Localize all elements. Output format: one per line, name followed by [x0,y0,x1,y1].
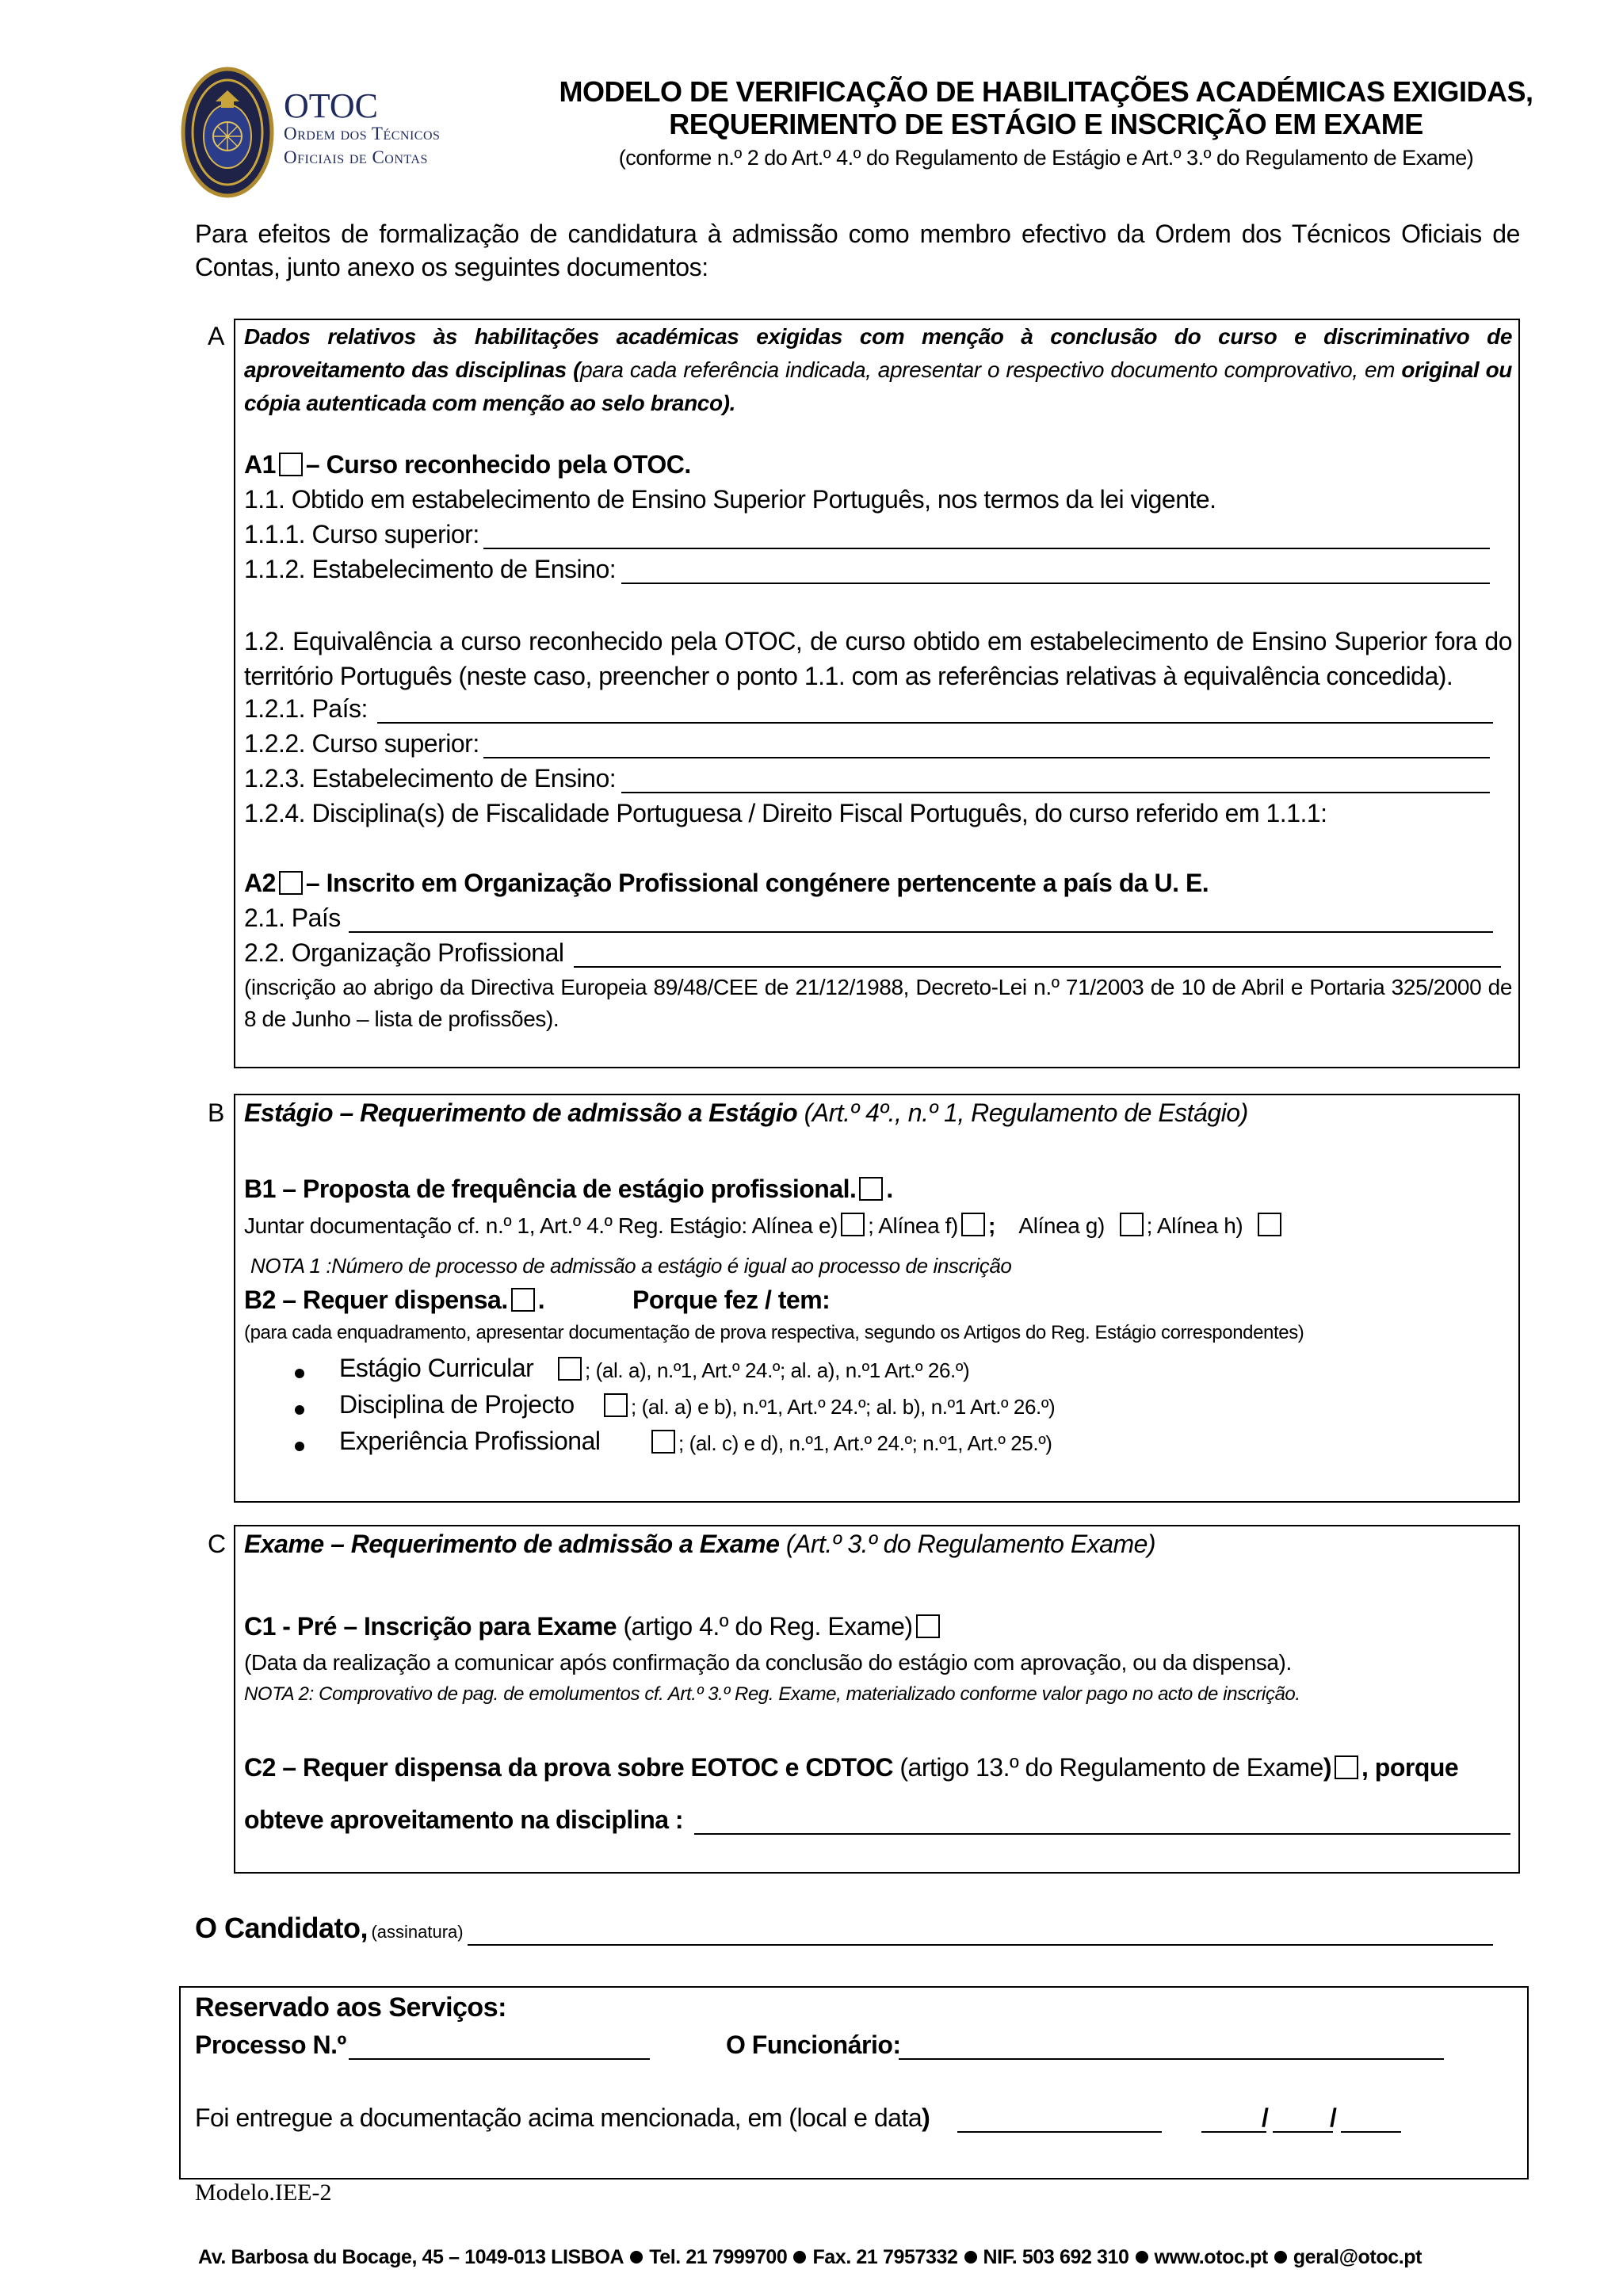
b2-item-ref: ; (al. a), n.º1, Art.º 24.º; al. a), n.º1 Art.º 26.º) [585,1358,970,1382]
line-1-1: 1.1. Obtido em estabelecimento de Ensino Superior Português, nos termos da lei vigente. [244,485,1216,514]
b2-note: (para cada enquadramento, apresentar documentação de prova respectiva, segundo os Artigos do Reg. Estágio correspondentes) [244,1322,1304,1343]
section-a-intro-bold2: original ou cópia autenticada com menção ao selo branco). [244,357,1512,415]
a1-heading [244,450,691,479]
section-b-letter: B [208,1098,225,1127]
a2-checkbox[interactable] [279,871,303,895]
label-1-2-4: 1.2.4. Disciplina(s) de Fiscalidade Portuguesa / Direito Fiscal Português, do curso referido em 1.1.1: [244,799,1327,827]
bullet-icon [1274,2251,1287,2264]
entregue-label: Foi entregue a documentação acima mencionada, em (local e data [195,2103,922,2132]
bullet-icon [793,2251,806,2264]
c2-paren: ) [1323,1753,1331,1782]
field-1-1-2-line[interactable] [621,583,1490,584]
a1-title: – Curso reconhecido pela OTOC. [305,450,691,479]
field-2-2-line[interactable] [574,966,1501,968]
bullet-icon [630,2251,643,2264]
date-slash-1: / [1262,2103,1269,2132]
alinea-h-checkbox[interactable] [1258,1213,1281,1236]
b2-item-1 [295,1390,575,1419]
field-1-2-2-line[interactable] [483,757,1490,758]
c1-title-regular: (artigo 4.º do Reg. Exame) [623,1612,913,1641]
reserved-title: Reservado aos Serviços: [195,1992,506,2023]
section-c-title-bold: Exame – Requerimento de admissão a Exame [244,1530,780,1558]
b1-heading: B1 – Proposta de frequência de estágio profissional. . [244,1175,893,1203]
entregue-paren: ) [922,2103,930,2132]
section-a-intro-bold: Dados relativos às habilitações académicas exigidas com menção à conclusão do curso e discriminativo de aproveitamento das disciplinas ( [244,324,1512,382]
a1-code: A1 [244,450,276,479]
field-1-1-1-line[interactable] [483,548,1490,549]
c2-heading [244,1753,1458,1782]
page-title-line2: REQUERIMENTO DE ESTÁGIO E INSCRIÇÃO EM EXAME [669,108,1423,140]
b2-item-0-ref-row [555,1357,969,1383]
b2-item-0 [295,1354,533,1383]
a2-title: – Inscrito em Organização Profissional congénere pertencente a país da U. E. [305,869,1209,897]
c1-checkbox[interactable] [916,1614,940,1638]
processo-label: Processo N.º [195,2030,346,2059]
label-2-2: 2.2. Organização Profissional [244,938,564,967]
alinea-g-checkbox[interactable] [1120,1213,1144,1236]
field-1-2-3-line[interactable] [621,792,1490,793]
local-field-line[interactable] [957,2131,1162,2133]
a2-heading [244,869,1209,898]
c2-line2-label: obteve aproveitamento na disciplina : [244,1805,684,1834]
c1-note: (Data da realização a comunicar após confirmação da conclusão do estágio com aprovação, ou da dispensa). [244,1650,1292,1675]
section-c-title-regular: (Art.º 3.º do Regulamento Exame) [785,1530,1156,1558]
label-1-2-3: 1.2.3. Estabelecimento de Ensino: [244,764,617,793]
c2-title-regular: (artigo 13.º do Regulamento de Exame [899,1753,1323,1782]
nota-1: NOTA 1 :Número de processo de admissão a estágio é igual ao processo de inscrição [250,1254,1012,1278]
estagio-curricular-checkbox[interactable] [558,1357,582,1381]
c1-title-bold: C1 - Pré – Inscrição para Exame [244,1612,617,1641]
label-1-2-1: 1.2.1. País: [244,694,368,723]
bullet-icon [295,1405,304,1415]
section-a-intro [244,320,1512,420]
year-field-line[interactable] [1341,2131,1401,2133]
section-b-title-regular: (Art.º 4º., n.º 1, Regulamento de Estágio) [804,1098,1248,1127]
field-1-2-1-line[interactable] [377,722,1493,724]
section-b-title [244,1098,1248,1128]
b2-item-2 [295,1427,601,1456]
experiencia-profissional-checkbox[interactable] [651,1430,675,1454]
b2-item-2-ref-row [648,1430,1052,1456]
alinea-e-checkbox[interactable] [841,1213,865,1236]
b2-porque: Porque fez / tem: [632,1286,831,1314]
bullet-icon [295,1442,304,1451]
otoc-logo [181,67,274,198]
funcionario-label: O Funcionário: [726,2030,901,2059]
page-title-line1: MODELO DE VERIFICAÇÃO DE HABILITAÇÕES ACADÉMICAS EXIGIDAS, [559,75,1533,108]
entregue-row [195,2103,930,2133]
b1-docs-row: Juntar documentação cf. n.º 1, Art.º 4.º Reg. Estágio: Alínea e) ; Alínea f) ; Alínea g) ; Alínea h) [244,1213,1285,1239]
c1-heading [244,1612,943,1641]
alinea-g-label: Alínea g) [1018,1213,1105,1238]
month-field-line[interactable] [1273,2131,1333,2133]
c2-checkbox[interactable] [1335,1755,1358,1779]
candidate-row [195,1912,464,1945]
line-1-2: 1.2. Equivalência a curso reconhecido pela OTOC, de curso obtido em estabelecimento de Ensino Superior fora do território Português (neste caso, preencher o ponto 1.1. com as referências relativas à equivalência concedida). [244,627,1512,690]
label-2-1: 2.1. País [244,904,341,932]
bullet-icon [295,1369,304,1378]
day-field-line[interactable] [1201,2131,1266,2133]
b2-item-1-ref-row [601,1393,1055,1419]
funcionario-field-line[interactable] [899,2058,1444,2060]
section-c-title [244,1530,1155,1559]
model-code: Modelo.IEE-2 [195,2179,332,2206]
bullet-icon [1136,2251,1148,2264]
a2-code: A2 [244,869,276,897]
candidate-label: O Candidato, [195,1912,368,1944]
intro-paragraph: Para efeitos de formalização de candidatura à admissão como membro efectivo da Ordem dos Técnicos Oficiais de Contas, junto anexo os seguintes documentos: [195,220,1520,281]
c2-title-bold: C2 – Requer dispensa da prova sobre EOTOC e CDTOC [244,1753,893,1782]
otoc-seal-icon [181,67,274,198]
footer-email[interactable]: geral@otoc.pt [1293,2246,1423,2268]
disciplina-projecto-checkbox[interactable] [604,1393,628,1417]
footer-address: Av. Barbosa du Bocage, 45 – 1049-013 LISBOA [198,2246,624,2268]
b1-title: B1 – Proposta de frequência de estágio profissional. [244,1175,857,1203]
footer-nif: NIF. 503 692 310 [983,2246,1129,2268]
alinea-f-checkbox[interactable] [961,1213,985,1236]
b2-item-ref: ; (al. c) e d), n.º1, Art.º 24.º; n.º1, Art.º 25.º) [678,1431,1052,1455]
processo-field-line[interactable] [349,2058,650,2060]
b2-heading: B2 – Requer dispensa. . [244,1286,545,1314]
logo-line2: Oficiais de Contas [284,147,428,167]
alinea-h-label: ; Alínea h) [1146,1213,1243,1238]
nota-2: NOTA 2: Comprovativo de pag. de emolumentos cf. Art.º 3.º Reg. Exame, materializado conforme valor pago no acto de inscrição. [244,1683,1300,1705]
section-a-intro-regular: para cada referência indicada, apresentar o respectivo documento comprovativo, em [580,357,1396,382]
page-subtitle: (conforme n.º 2 do Art.º 4.º do Regulamento de Estágio e Art.º 3.º do Regulamento de Exame) [618,146,1474,170]
b2-checkbox[interactable] [511,1288,535,1312]
footer-tel: Tel. 21 7999700 [649,2246,788,2268]
candidate-signature-line[interactable] [468,1944,1493,1946]
a1-checkbox[interactable] [279,453,303,476]
b2-item-ref: ; (al. a) e b), n.º1, Art.º 24.º; al. b), n.º1 Art.º 26.º) [631,1395,1056,1419]
footer [198,2246,1422,2269]
label-1-1-1: 1.1.1. Curso superior: [244,520,479,548]
b1-checkbox[interactable] [859,1177,883,1201]
date-slash-2: / [1330,2103,1337,2132]
section-a-letter: A [208,322,225,350]
logo-line1: Ordem dos Técnicos [284,124,441,143]
b2-item-label: Experiência Profissional [339,1427,601,1455]
section-c-letter: C [208,1530,227,1558]
logo-abbr: OTOC [284,86,378,125]
footer-web[interactable]: www.otoc.pt [1154,2246,1268,2268]
a2-note: (inscrição ao abrigo da Directiva Europeia 89/48/CEE de 21/12/1988, Decreto-Lei n.º 71/2003 de 10 de Abril e Portaria 325/2000 de 8 de Junho – lista de profissões). [244,975,1512,1031]
field-2-1-line[interactable] [349,931,1493,933]
label-1-2-2: 1.2.2. Curso superior: [244,729,479,758]
alinea-f-label: ; Alínea f) [868,1213,958,1238]
footer-fax: Fax. 21 7957332 [812,2246,958,2268]
section-b-title-bold: Estágio – Requerimento de admissão a Estágio [244,1098,798,1127]
bullet-icon [964,2251,977,2264]
c2-porque: , porque [1361,1753,1459,1782]
b1-docs-label: Juntar documentação cf. n.º 1, Art.º 4.º Reg. Estágio: Alínea e) [244,1213,838,1238]
b2-item-label: Estágio Curricular [339,1354,534,1382]
b2-title: B2 – Requer dispensa. [244,1286,508,1314]
b2-item-label: Disciplina de Projecto [339,1390,575,1419]
label-1-1-2: 1.1.2. Estabelecimento de Ensino: [244,555,617,583]
candidate-sub: (assinatura) [371,1922,464,1942]
c2-discipline-line[interactable] [694,1833,1510,1835]
